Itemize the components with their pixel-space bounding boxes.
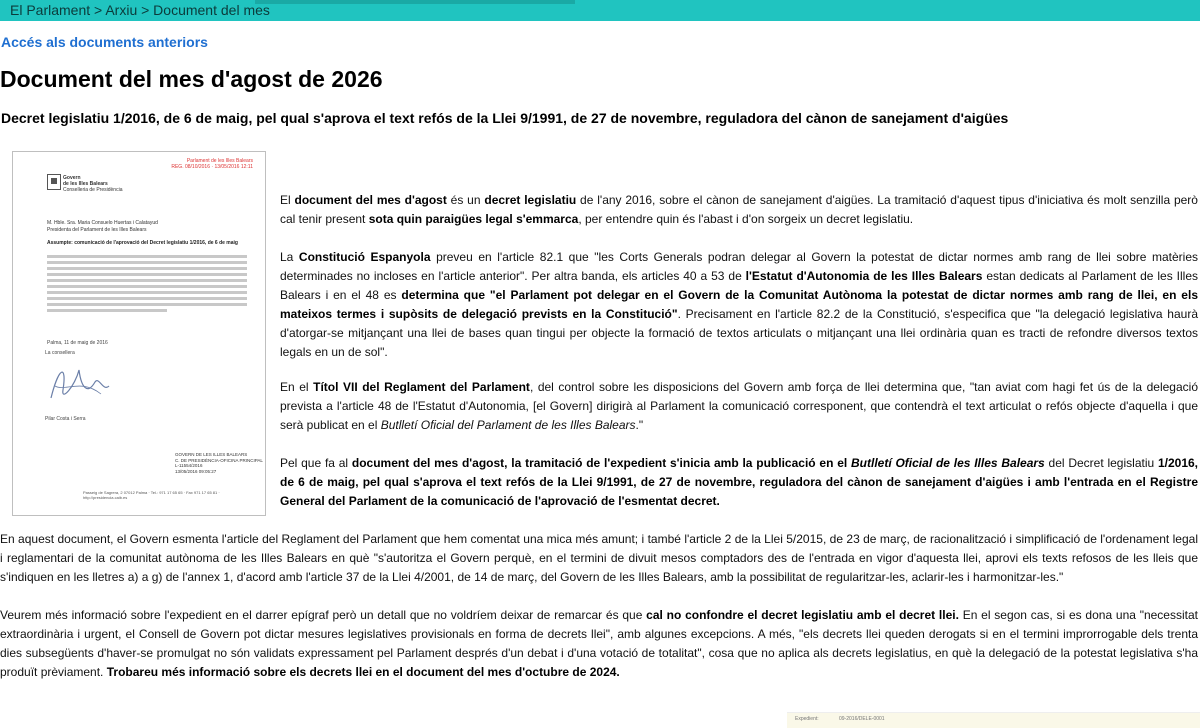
letter-footer: Passeig de Sagrera, 2 07012 Palma · Tel.: 971 17 65 65 · Fax 971 17 65 81 · http://presidencia.caib.es [83, 490, 220, 500]
decret-llei-paragraph: Veurem més informació sobre l'expedient en el darrer epígraf però un detall que no voldríem deixar de remarcar és que cal no confondre el decret legislatiu amb el decret llei. En el segon cas, si es dona una "necessitat extraordinària i urgent, el Consell de Govern pot dictar mesures legislatives provisionals en forma de decrets llei", amb algunes excepcions. A més, "els decrets llei queden derogats si en el termini improrrogable dels trenta dies subsegüents d'haver-se promulgat no són validats expressament pel Parlament després d'un debat i d'una votació de totalitat", cosa que no aplica als decrets legislatius, en què la delegació de la potestat legislativa s'ha produït prèviament. Trobareu més informació sobre els decrets llei en el document del mes d'octubre de 2024. [0, 608, 1198, 679]
signature-icon [45, 356, 115, 411]
top-navigation-bar [0, 0, 1200, 21]
registry-footer-box: GOVERN DE LES ILLES BALEARS C. DE PRESIDÈNCIA-OFICINA PRINCIPAL L-11554/2016 13/05/2016 09:05:27 [175, 452, 263, 474]
government-logo-icon [47, 174, 61, 190]
document-subtitle: Decret legislatiu 1/2016, de 6 de maig, pel qual s'aprova el text refós de la Llei 9/1991, de 27 de novembre, reguladora del cànon de sanejament d'aigües [1, 110, 1009, 126]
expedient-image-preview [787, 712, 1200, 728]
breadcrumb: El Parlament > Arxiu > Document del mes [10, 2, 270, 18]
previous-documents-link[interactable]: Accés als documents anteriors [1, 34, 208, 50]
expedient-label: Expedient: [795, 716, 819, 722]
active-tab-indicator [255, 0, 575, 4]
letter-body-lines [47, 252, 247, 315]
intro-paragraph: El document del mes d'agost és un decret legislatiu de l'any 2016, sobre el cànon de sanejament d'aigües. La tramitació d'aquest tipus d'iniciativa és molt senzilla però cal tenir present sota quin paraigües legal s'emmarca, per entendre quin és l'abast i d'on sorgeix un decret legislatiu. [280, 193, 1198, 226]
tramitacio-paragraph: Pel que fa al document del mes d'agost, la tramitació de l'expedient s'inicia amb la publicació en el Butlletí Oficial de les Illes Balears del Decret legislatiu 1/2016, de 6 de maig, pel qual s'aprova el text refós de la Llei 9/1991, de 27 de novembre, reguladora del cànon de sanejament d'aigües i amb l'entrada en el Registre General del Parlament de la comunicació de l'aprovació de l'esmentat decret. [280, 456, 1199, 508]
constitution-paragraph: La Constitució Espanyola preveu en l'article 82.1 que "les Corts Generals podran delegar al Govern la potestat de dictar normes amb rang de llei sobre matèries determinades no incloses en l'article anterior". Per altra banda, els articles 40 a 53 de l'Estatut d'Autonomia de les Illes Balears estan dedicats al Parlament de les Illes Balears i en el 48 es determina que "el Parlament pot delegar en el Govern de la Comunitat Autònoma la potestat de dictar normes amb rang de llei, en els mateixos termes i supòsits de delegació prevists en la Constitució". Precisament en l'article 82.2 de la Constitució, s'especifica que "la delegació legislativa haurà d'atorgar-se mitjançant una llei de bases quan tingui per objecte la formació de textos articulats o mitjançant una llei ordinària quan es tracti de refondre diversos textos legals en un de sol". [280, 250, 1199, 359]
document-scan-image [12, 151, 266, 516]
page-title: Document del mes d'agost de 2026 [0, 66, 383, 92]
register-stamp: Parlament de les Illes Balears REG. 08/10/2016 · 13/05/2016 12:11 [171, 158, 253, 170]
letter-place-date: Palma, 11 de maig de 2016 [47, 340, 108, 346]
reglament-paragraph: En el Títol VII del Reglament del Parlament, del control sobre les disposicions del Govern amb força de llei determina que, "tan aviat com hagi fet ús de la delegació prevista a l'article 48 de l'Estatut d'Autonomia, [el Govern] dirigirà al Parlament la comunicació corresponent, que contendrà el text articulat o refós objecte d'aquella i que serà publicat en el Butlletí Oficial del Parlament de les Illes Balears." [280, 380, 1198, 432]
expedient-value: 09-2016/DELE-0001 [839, 716, 885, 722]
signature-block: La consellera Pilar Costa i Serra [45, 350, 115, 420]
letter-subject: Assumpte: comunicació de l'aprovació del Decret legislatiu 1/2016, de 6 de maig [47, 240, 238, 246]
addressee: M. Hble. Sra. Maria Consuelo Huertas i Calatayud Presidenta del Parlament de les Illes Balears [47, 220, 158, 233]
government-header: Govern de les Illes Balears Conselleria de Presidència [63, 175, 123, 193]
esmenta-paragraph: En aquest document, el Govern esmenta l'article del Reglament del Parlament que hem comentat una mica més amunt; i també l'article 2 de la Llei 5/2015, de 23 de març, de racionalització i simplificació de l'ordenament legal i reglamentari de la comunitat autònoma de les Illes Balears en què "s'autoritza el Govern perquè, en el termini de divuit mesos comptadors des de l'entrada en vigor d'aquesta llei, aprovi els texts refosos de les lleis que s'indiquen en les lletres a) a g) de l'annex 1, d'acord amb l'article 37 de la Llei 4/2001, de 14 de març, del Govern de les Illes Balears, amb la possibilitat de regularitzar-les, aclarir-les i harmonitzar-les." [0, 532, 1198, 584]
